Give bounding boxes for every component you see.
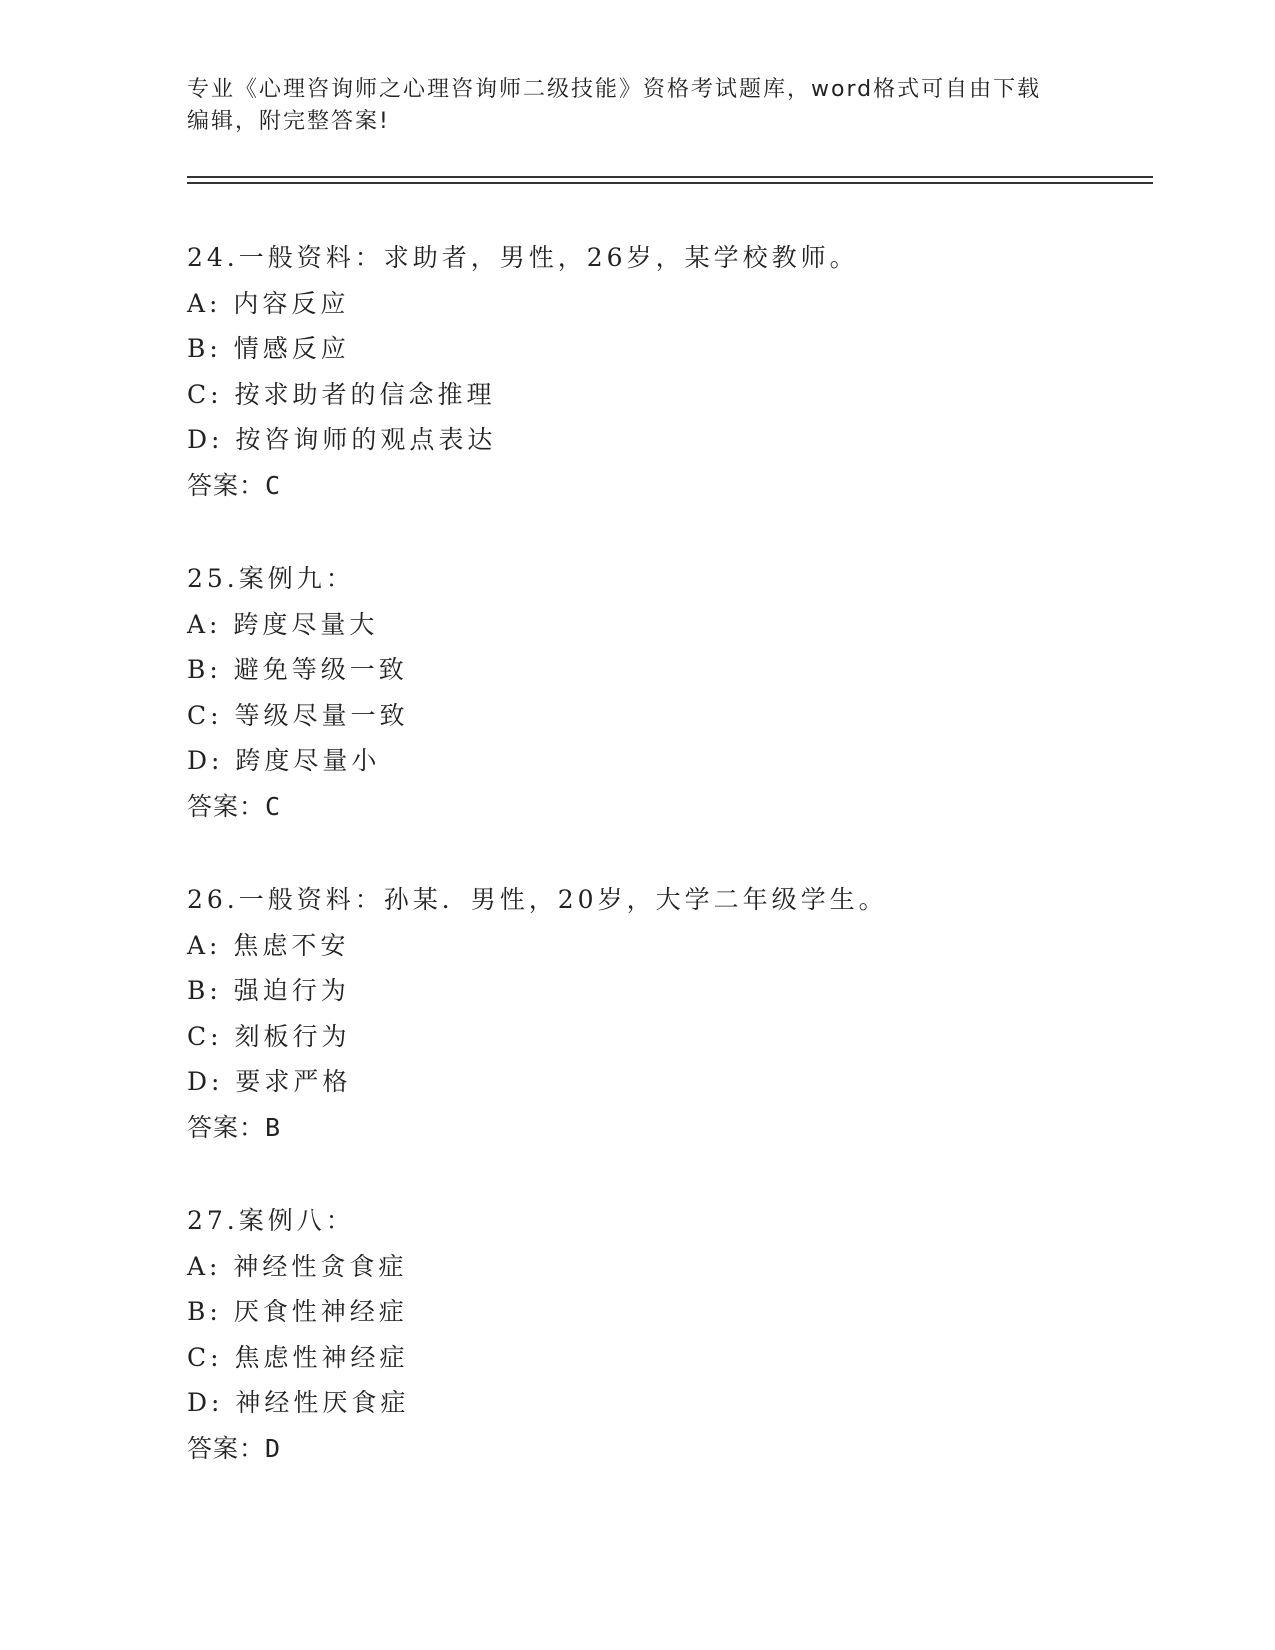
option-b: B: 情感反应 <box>187 334 350 364</box>
header-divider-top <box>187 176 1153 178</box>
answer-line <box>187 784 1147 830</box>
question-stem: 26.一般资料：孙某．男性，20岁，大学二年级学生。 <box>187 885 888 914</box>
question-27 <box>187 1198 1147 1519</box>
document-header <box>187 74 1087 138</box>
answer-label: 答案： <box>187 1112 266 1142</box>
answer-line <box>187 463 1147 509</box>
option-b: B: 避免等级一致 <box>187 655 408 685</box>
option-a: A: 神经性贪食症 <box>187 1251 408 1281</box>
option-c: C: 刻板行为 <box>187 1021 351 1051</box>
option-a: A: 内容反应 <box>187 288 350 318</box>
question-stem: 24.一般资料：求助者，男性，26岁，某学校教师。 <box>187 243 859 272</box>
answer-label: 答案： <box>187 791 266 821</box>
answer-value: D <box>265 1433 282 1463</box>
option-d: D: 跨度尽量小 <box>187 746 381 776</box>
option-b: B: 厌食性神经症 <box>187 1297 408 1327</box>
question-stem: 27.案例八： <box>187 1206 355 1235</box>
header-line-1: 专业《心理咨询师之心理咨询师二级技能》资格考试题库，word格式可自由下载 <box>187 77 1042 102</box>
question-stem: 25.案例九： <box>187 564 355 593</box>
option-d: D: 按咨询师的观点表达 <box>187 425 497 455</box>
answer-value: C <box>265 791 282 821</box>
question-25 <box>187 556 1147 877</box>
question-24 <box>187 235 1147 556</box>
option-a: A: 跨度尽量大 <box>187 609 379 639</box>
header-line-2: 编辑，附完整答案! <box>187 109 390 134</box>
question-list <box>187 235 1147 1519</box>
answer-line <box>187 1105 1147 1151</box>
option-c: C: 按求助者的信念推理 <box>187 379 496 409</box>
answer-label: 答案： <box>187 1433 266 1463</box>
option-d: D: 要求严格 <box>187 1067 352 1097</box>
answer-value: B <box>265 1112 282 1142</box>
option-c: C: 等级尽量一致 <box>187 700 409 730</box>
answer-label: 答案： <box>187 470 266 500</box>
answer-value: C <box>265 470 282 500</box>
option-a: A: 焦虑不安 <box>187 930 350 960</box>
option-c: C: 焦虑性神经症 <box>187 1342 409 1372</box>
option-d: D: 神经性厌食症 <box>187 1388 410 1418</box>
question-26 <box>187 877 1147 1198</box>
answer-line <box>187 1426 1147 1472</box>
option-b: B: 强迫行为 <box>187 976 350 1006</box>
header-divider-bottom <box>187 182 1153 184</box>
